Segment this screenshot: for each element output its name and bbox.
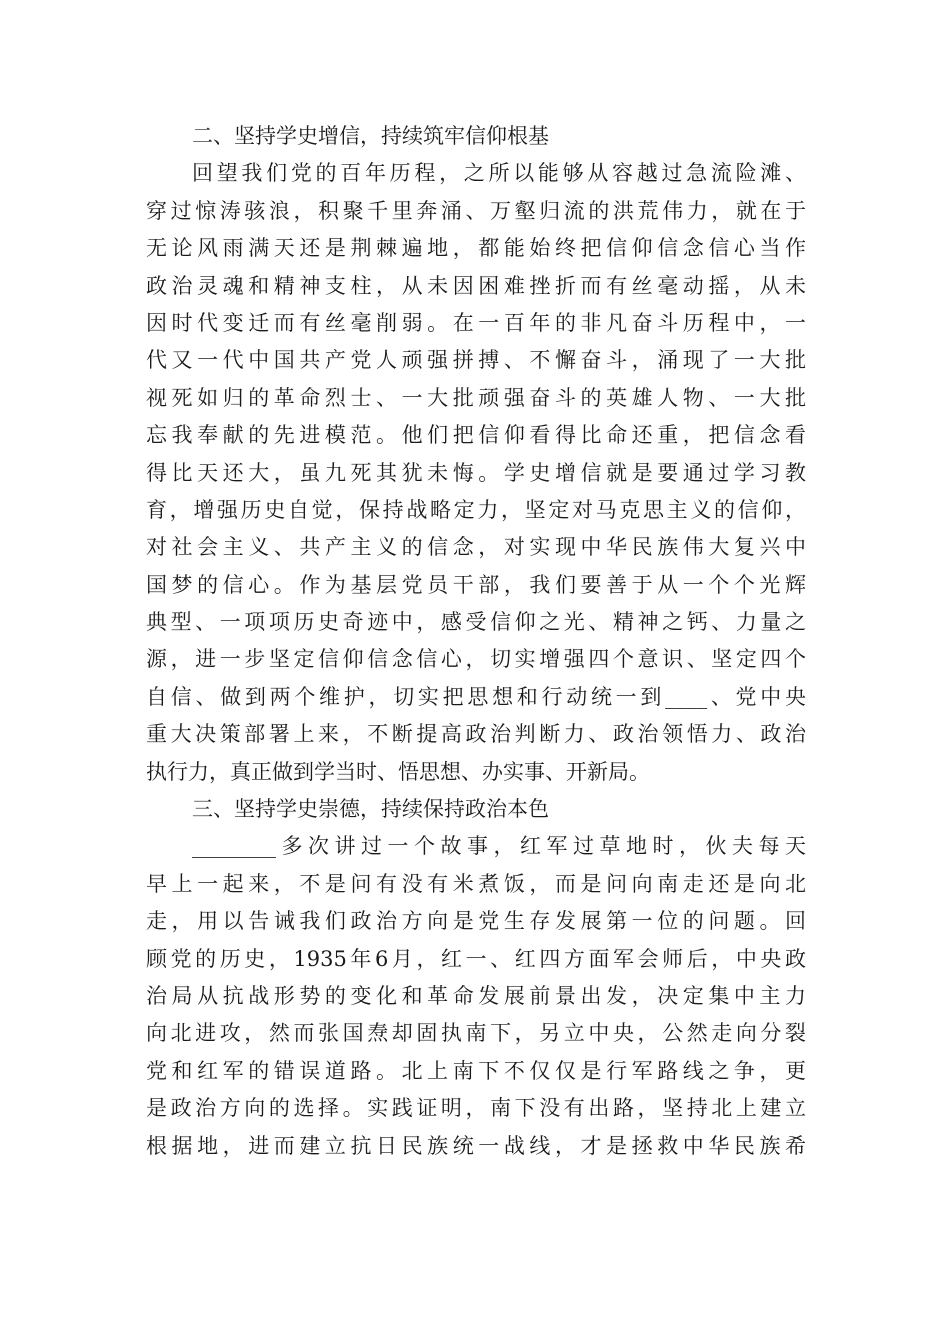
paragraph-line: 国梦的信心。作为基层党员干部，我们要善于从一个个光辉 — [146, 572, 806, 597]
paragraph-line: 穿过惊涛骇浪，积聚千里奔涌、万壑归流的洪荒伟力，就在于 — [146, 198, 806, 223]
paragraph-line: 代又一代中国共产党人顽强拼搏、不懈奋斗，涌现了一大批 — [146, 348, 806, 373]
paragraph-line: 重大决策部署上来，不断提高政治判断力、政治领悟力、政治 — [146, 722, 806, 747]
section-heading: 二、坚持学史增信，持续筑牢信仰根基 — [192, 124, 549, 148]
document-body — [146, 118, 806, 1165]
paragraph-line: 早上一起来，不是问有没有米煮饭，而是问向南走还是向北 — [146, 871, 806, 896]
paragraph-line: 对社会主义、共产主义的信念，对实现中华民族伟大复兴中 — [146, 535, 806, 560]
paragraph-line: 党和红军的错误道路。北上南下不仅仅是行军路线之争，更 — [146, 1058, 806, 1083]
paragraph-line: 政治灵魂和精神支柱，从未因困难挫折而有丝毫动摇，从未 — [146, 273, 806, 298]
paragraph-line: 视死如归的革命烈士、一大批顽强奋斗的英雄人物、一大批 — [146, 385, 806, 410]
paragraph-line: ________多次讲过一个故事，红军过草地时，伙夫每天 — [192, 834, 806, 859]
paragraph-line: 忘我奉献的先进模范。他们把信仰看得比命还重，把信念看 — [146, 423, 806, 448]
section-heading: 三、坚持学史崇德，持续保持政治本色 — [192, 797, 549, 822]
paragraph-line: 向北进攻，然而张国焘却固执南下，另立中央，公然走向分裂 — [146, 1021, 806, 1046]
paragraph-line: 走，用以告诫我们政治方向是党生存发展第一位的问题。回 — [146, 909, 806, 934]
paragraph-line: 因时代变迁而有丝毫削弱。在一百年的非凡奋斗历程中，一 — [146, 310, 806, 335]
paragraph-line: 是政治方向的选择。实践证明，南下没有出路，坚持北上建立 — [146, 1096, 806, 1121]
paragraph-line: 典型、一项项历史奇迹中，感受信仰之光、精神之钙、力量之 — [146, 610, 806, 635]
paragraph-line: 源，进一步坚定信仰信念信心，切实增强四个意识、坚定四个 — [146, 647, 806, 672]
paragraph-line: 回望我们党的百年历程，之所以能够从容越过急流险滩、 — [192, 161, 806, 186]
paragraph-line: 自信、做到两个维护，切实把思想和行动统一到____、党中央 — [146, 684, 806, 709]
paragraph-line: 无论风雨满天还是荆棘遍地，都能始终把信仰信念信心当作 — [146, 236, 806, 261]
paragraph-line: 治局从抗战形势的变化和革命发展前景出发，决定集中主力 — [146, 983, 806, 1008]
paragraph-line: 育，增强历史自觉，保持战略定力，坚定对马克思主义的信仰， — [146, 497, 806, 522]
paragraph-line: 执行力，真正做到学当时、悟思想、办实事、开新局。 — [146, 759, 650, 784]
paragraph-line: 得比天还大，虽九死其犹未悔。学史增信就是要通过学习教 — [146, 460, 806, 485]
paragraph-line: 顾党的历史，1935年6月，红一、红四方面军会师后，中央政 — [146, 946, 806, 971]
paragraph-line: 根据地，进而建立抗日民族统一战线，才是拯救中华民族希 — [146, 1133, 806, 1158]
